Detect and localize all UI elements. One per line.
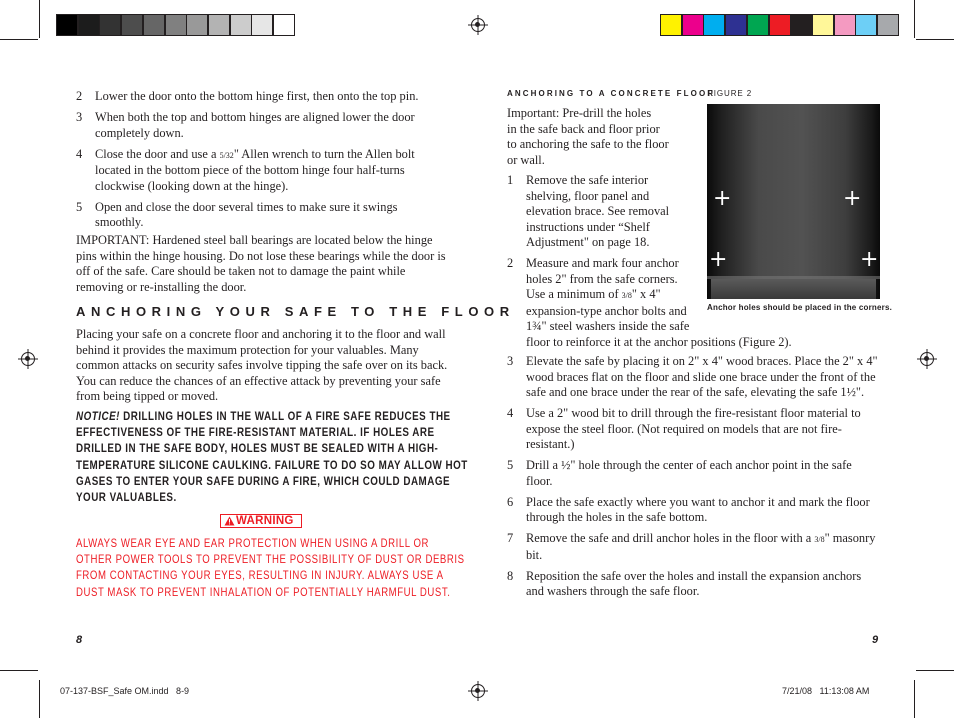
section-title: ANCHORING TO A CONCRETE FLOOR: [507, 89, 716, 98]
color-swatch: [812, 14, 834, 36]
notice-block: [76, 408, 554, 505]
color-swatch: [273, 14, 295, 36]
color-swatch: [747, 14, 769, 36]
color-swatch: [121, 14, 143, 36]
warning-line: OTHER POWER TOOLS TO PREVENT THE POSSIBILITY OF DUST OR DEBRIS: [76, 552, 465, 567]
fraction: 5/32: [219, 150, 234, 160]
page-number: 8: [76, 634, 83, 646]
crosshair-icon: +: [843, 186, 862, 211]
crop-mark: [0, 670, 38, 671]
door-steps-list: [76, 89, 448, 236]
notice-line: GASES TO ENTER YOUR SAFE DURING A FIRE, WHICH COULD DAMAGE: [76, 473, 451, 488]
color-swatch: [56, 14, 78, 36]
notice-line: YOUR VALUABLES.: [76, 490, 177, 505]
warning-line: FROM CONTACTING YOUR EYES, RESULTING IN INJURY. ALWAYS USE A: [76, 568, 444, 583]
notice-line: EFFECTIVENESS OF THE FIRE-RESISTANT MATERIAL. IF HOLES ARE: [76, 425, 435, 440]
color-swatch: [78, 14, 100, 36]
crop-mark: [916, 670, 954, 671]
crosshair-icon: +: [860, 247, 879, 272]
color-swatch: [186, 14, 208, 36]
crop-mark: [0, 39, 38, 40]
notice-line: DRILLED IN THE SAFE BODY, HOLES MUST BE SEALED WITH A HIGH-: [76, 441, 439, 456]
section-title: ANCHORING YOUR SAFE TO THE FLOOR: [76, 304, 515, 319]
list-item: 7 Remove the safe and drill anchor holes in the floor with a 3/8" masonry bit.: [507, 531, 876, 562]
page-number: 9: [872, 634, 879, 646]
warning-line: ALWAYS WEAR EYE AND EAR PROTECTION WHEN USING A DRILL OR: [76, 536, 430, 550]
list-item: 3 Elevate the safe by placing it on 2" x 4" wood braces. Place the 2" x 4" wood braces flat on the floor and slide one brace under the front of the safe and one brace under the rear of the safe, elevating the safe 1½".: [507, 354, 878, 399]
color-swatch: [165, 14, 187, 36]
list-item: 6 Place the safe exactly where you want to anchor it and mark the floor through the holes in the safe bottom.: [507, 494, 870, 524]
color-swatch: [251, 14, 273, 36]
notice-word: NOTICE!: [76, 409, 120, 423]
color-swatch: [99, 14, 121, 36]
list-item: 5 Drill a ½" hole through the center of each anchor point in the safe floor.: [507, 458, 852, 488]
list-item: 4 Use a 2" wood bit to drill through the fire-resistant floor material to expose the steel floor. (Not required on models that are not fire-resistant.): [507, 406, 861, 451]
slug-filename: 07-137-BSF_Safe OM.indd 8-9: [60, 686, 190, 696]
anchor-steps-list: [507, 354, 879, 605]
warning-block: [76, 535, 562, 600]
color-swatch: [790, 14, 812, 36]
color-swatch: [877, 14, 899, 36]
notice-line: TEMPERATURE SILICONE CAULKING. FAILURE TO DO SO MAY ALLOW HOT: [76, 457, 468, 472]
fraction: 3/8: [621, 291, 632, 300]
right-important: Important: Pre-drill the holes in the safe back and floor prior to anchoring the safe to the floor or wall.: [507, 106, 669, 167]
registration-mark-icon: [21, 352, 35, 366]
color-swatch: [725, 14, 747, 36]
registration-mark-icon: [471, 684, 485, 698]
notice-line: NOTICE! DRILLING HOLES IN THE WALL OF A FIRE SAFE REDUCES THE: [76, 409, 451, 423]
color-swatch: [855, 14, 877, 36]
color-swatch: [703, 14, 725, 36]
registration-mark-icon: [471, 18, 485, 32]
list-item: 5 Open and close the door several times to make sure it swings smoothly.: [76, 199, 398, 229]
crosshair-icon: +: [713, 186, 732, 211]
crop-mark: [914, 0, 915, 38]
crop-mark: [39, 680, 40, 718]
slug-datetime: 7/21/08 11:13:08 AM: [782, 686, 870, 696]
list-item: 4 Close the door and use a 5/32" Allen wrench to turn the Allen bolt located in the bottom piece of the bottom hinge four half-turns clockwise (looking down at the hinge).: [76, 146, 415, 193]
color-swatch: [660, 14, 682, 36]
color-swatch: [834, 14, 856, 36]
warning-line: DUST MASK TO PREVENT INHALATION OF POTENTIALLY HARMFUL DUST.: [76, 584, 451, 599]
registration-mark-icon: [920, 352, 934, 366]
important-paragraph: IMPORTANT: Hardened steel ball bearings are located below the hinge pins within the hinge housing. Do not lose these bearings while the door is off of the safe. Care should be taken not to damage the paint while removing or re-installing the door.: [76, 233, 446, 294]
color-swatch: [208, 14, 230, 36]
intro-paragraph: Placing your safe on a concrete floor and anchoring it to the floor and wall behind it provides the maximum protection for your valuables. Many common attacks on security safes involve tipping the safe over on its back. You can reduce the chances of an effective attack by preventing your safe from being tipped or moved.: [76, 327, 448, 403]
fraction: 3/8: [814, 535, 825, 544]
crop-mark: [914, 680, 915, 718]
crosshair-icon: +: [709, 247, 728, 272]
color-swatch: [682, 14, 704, 36]
warning-badge: WARNING: [220, 514, 302, 528]
color-swatch: [143, 14, 165, 36]
crop-mark: [916, 39, 954, 40]
list-item: 2 Lower the door onto the bottom hinge first, then onto the top pin.: [76, 89, 419, 103]
crop-mark: [39, 0, 40, 38]
warning-triangle-icon: [224, 516, 235, 526]
color-swatch: [769, 14, 791, 36]
figure-label: FIGURE 2: [708, 89, 753, 98]
list-item: 3 When both the top and bottom hinges are aligned lower the door completely down.: [76, 110, 415, 140]
color-swatch: [230, 14, 252, 36]
list-item: 8 Reposition the safe over the holes and install the expansion anchors and washers through the safe floor.: [507, 568, 862, 598]
figure-caption: Anchor holes should be placed in the corners.: [707, 303, 893, 312]
